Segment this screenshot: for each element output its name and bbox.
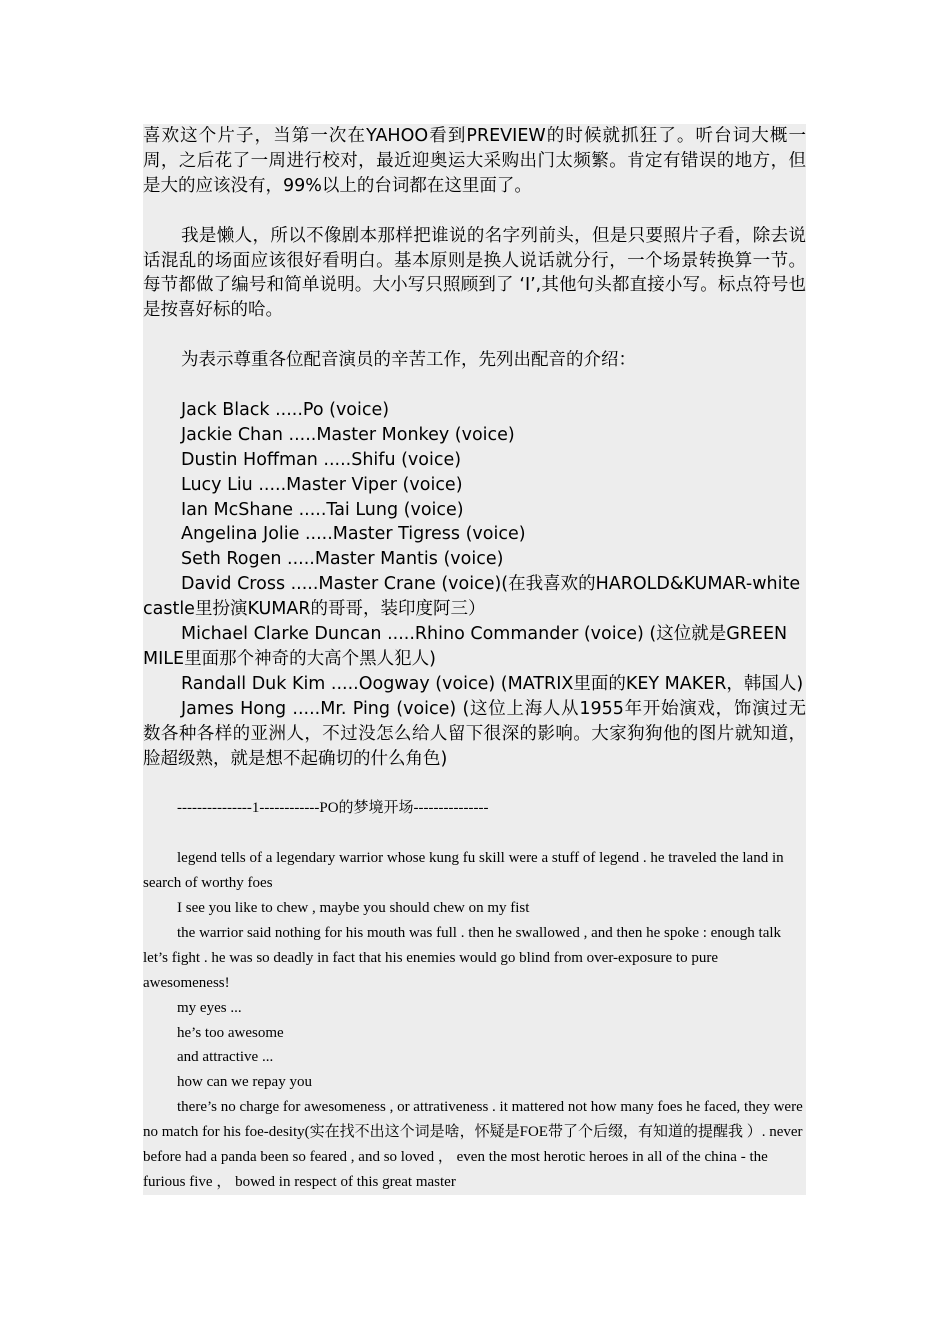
- script-line: and attractive ...: [177, 1049, 274, 1066]
- script-body: [143, 846, 806, 1195]
- script-line: I see you like to chew , maybe you should chew on my fist: [177, 900, 530, 917]
- cast-entry: Dustin Hoffman .....Shifu (voice): [181, 449, 462, 470]
- cast-entry: Michael Clarke Duncan .....Rhino Commander (voice) (这位就是GREEN MILE里面那个神奇的大高个黑人犯人): [143, 624, 788, 669]
- cast-entry: David Cross .....Master Crane (voice)(在我喜欢的HAROLD&KUMAR-white castle里扮演KUMAR的哥哥，装印度阿三）: [143, 574, 801, 620]
- spacer: [143, 373, 806, 398]
- script-line: there’s no charge for awesomeness , or attrativeness . it mattered not how many foes he faced, they were no match for his foe-desity(实在找不出这个词是啥，怀疑是FOE带了个后缀，有知道的提醒我 ）. never before had a panda been so feared , and so loved ， even the most herotic heroes in all of the china - the furious five ， bowed in respect of this great master: [143, 1099, 803, 1190]
- cast-entry: James Hong .....Mr. Ping (voice) (这位上海人从1955年开始演戏，饰演过无数各种各样的亚洲人，不过没怎么给人留下很深的影响。大家狗狗他的图片就知道，脸超级熟，就是想不起确切的什么角色): [143, 698, 806, 769]
- script-line: my eyes ...: [177, 999, 242, 1016]
- cast-entry: Seth Rogen .....Master Mantis (voice): [181, 549, 504, 570]
- script-line: he’s too awesome: [177, 1024, 284, 1041]
- cast-entry: Jack Black .....Po (voice): [181, 399, 390, 420]
- cast-entry: Randall Duk Kim .....Oogway (voice) (MATRIX里面的KEY MAKER，韩国人): [181, 673, 804, 694]
- spacer: [143, 821, 806, 846]
- spacer: [143, 772, 806, 797]
- intro-paragraph-1: 喜欢这个片子，当第一次在YAHOO看到PREVIEW的时候就抓狂了。听台词大概一周，之后花了一周进行校对，最近迎奥运大采购出门太频繁。肯定有错误的地方，但是大的应该没有，99%以上的台词都在这里面了。: [143, 126, 806, 196]
- script-line: the warrior said nothing for his mouth was full . then he swallowed , and then he spoke : enough talk let’s fight . he was so deadly in fact that his enemies would go blind from over-exposure to pure awesomeness!: [143, 924, 782, 991]
- cast-entry: Angelina Jolie .....Master Tigress (voice): [181, 524, 526, 545]
- spacer: [143, 199, 806, 224]
- document-body: [143, 124, 806, 1195]
- intro-paragraph-2: 我是懒人，所以不像剧本那样把谁说的名字列前头，但是只要照片子看，除去说话混乱的场面应该很好看明白。基本原则是换人说话就分行，一个场景转换算一节。每节都做了编号和简单说明。大小写只照顾到了 ‘I’,其他句头都直接小写。标点符号也是按喜好标的哈。: [143, 225, 806, 321]
- section-title: ---------------1------------PO的梦境开场---------------: [177, 800, 489, 817]
- script-line: how can we repay you: [177, 1074, 312, 1091]
- intro-paragraph-3: 为表示尊重各位配音演员的辛苦工作，先列出配音的介绍：: [181, 350, 636, 371]
- cast-entry: Jackie Chan .....Master Monkey (voice): [181, 424, 515, 445]
- cast-list: [143, 398, 806, 772]
- cast-entry: Lucy Liu .....Master Viper (voice): [181, 474, 463, 495]
- spacer: [143, 323, 806, 348]
- script-line: legend tells of a legendary warrior whose kung fu skill were a stuff of legend . he traveled the land in search of worthy foes: [143, 850, 784, 892]
- cast-entry: Ian McShane .....Tai Lung (voice): [181, 499, 464, 520]
